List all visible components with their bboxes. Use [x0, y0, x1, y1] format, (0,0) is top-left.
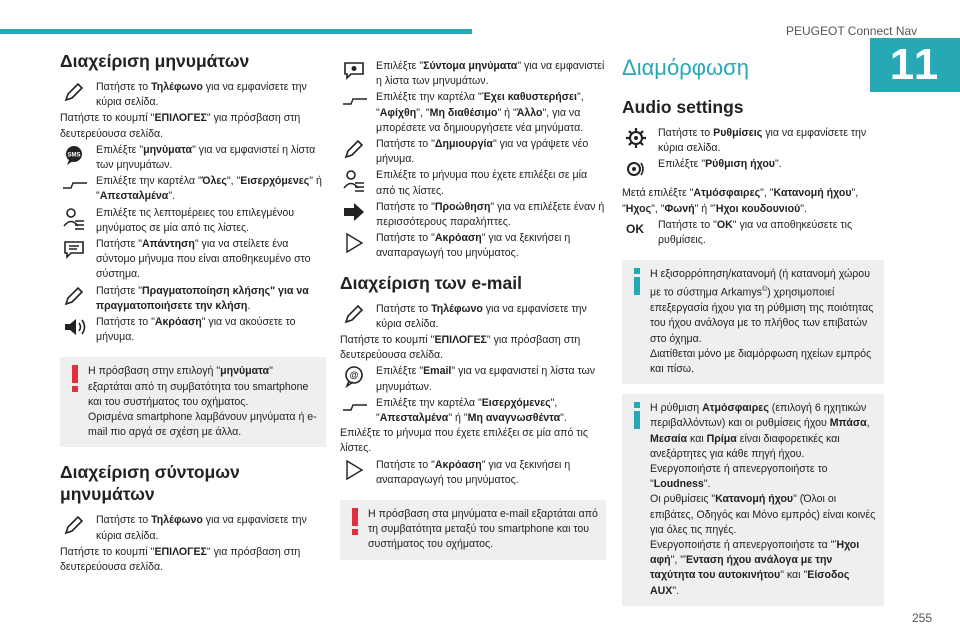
text-bold: ΕΠΙΛΟΓΕΣ	[154, 545, 207, 558]
text-bold: Ήχοι αφή	[650, 539, 860, 567]
text: " ή "	[694, 202, 714, 215]
warning-note	[60, 357, 326, 447]
text: Επιλέξτε "	[658, 158, 706, 171]
text: ©	[761, 286, 768, 294]
text: Επιλέξτε "	[376, 365, 424, 378]
text: και	[687, 432, 707, 445]
section-title-email: Διαχείριση των e-mail	[340, 272, 522, 293]
text: Πατήστε το "	[376, 232, 435, 245]
text: " και "	[780, 569, 808, 582]
text: Πατήστε το "	[96, 316, 155, 329]
text: " ή "	[96, 175, 322, 203]
settings-gear-icon	[622, 126, 652, 152]
text: ", για να μπορέσετε να δημιουργήσετε νέα μηνύματα.	[376, 106, 584, 134]
text: ".	[560, 412, 567, 425]
step	[60, 174, 326, 204]
step	[60, 80, 326, 110]
step	[340, 396, 606, 426]
text: είναι διαφορετικές και ανεξάρτητες για κάθε πηγή ήχου.	[650, 432, 840, 460]
text: " για να στείλετε ένα σύντομο μήνυμα που είναι αποθηκευμένο στο σύστημα.	[96, 238, 311, 281]
pencil-icon	[340, 137, 370, 163]
text-bold: μηνύματα	[220, 365, 270, 378]
text: Πατήστε το	[96, 81, 152, 93]
text: Μετά επιλέξτε "	[622, 187, 694, 200]
short-message-icon	[340, 59, 370, 85]
forward-arrow-icon	[340, 200, 370, 226]
text: Η ρύθμιση	[650, 402, 703, 415]
text: Διατίθεται μόνο με διαμόρφωση ηχείων εμπρός και πίσω.	[650, 347, 872, 375]
column-1	[60, 50, 326, 575]
step	[340, 137, 606, 167]
text: " εξαρτάται από τη συμβατότητα του smartphone και του συστήματος του οχήματος.	[88, 365, 309, 408]
text-bold: Εισερχόμενες	[481, 396, 551, 409]
tab-icon	[60, 174, 90, 200]
sms-icon	[60, 143, 90, 169]
tab-icon	[340, 396, 370, 422]
text: Ενεργοποιήστε ή απενεργοποιήστε τα "	[650, 539, 835, 551]
header-accent-bar	[0, 29, 472, 34]
paragraph: Επιλέξτε το μήνυμα που έχετε επιλέξει σε μία από τις λίστες.	[340, 427, 588, 455]
pencil-icon	[60, 284, 90, 310]
step	[60, 143, 326, 173]
text: Πατήστε το κουμπί "	[340, 334, 435, 347]
pencil-icon	[60, 80, 90, 106]
text: Πατήστε το "	[376, 138, 435, 151]
step	[340, 200, 606, 230]
text-bold: Κατανομή ήχου	[715, 493, 794, 506]
text-bold: Απεσταλμένα	[99, 190, 169, 203]
text-bold: Τηλέφωνο	[151, 514, 203, 527]
text: " (Όλοι οι επιβάτες, Οδηγός και Μόνο εμπρός) είναι κοινές για όλες τις πηγές.	[650, 493, 876, 536]
text: ".	[774, 158, 782, 171]
text: " για να ξεκινήσει η αναπαραγωγή του μηνύματος.	[376, 232, 571, 260]
text: ) χρησιμοποιεί επεξεργασία ήχου για τη ρύθμιση της ποιότητας του ήχου ανάλογα με το πλήθος των επιβατών στο όχημα.	[650, 286, 874, 345]
step	[60, 284, 326, 314]
text: " για να επιλέξετε έναν ή περισσότερους παραλήπτες.	[376, 200, 605, 229]
warning-note	[340, 500, 606, 560]
text: " για πρόσβαση στη δευτερεύουσα σελίδα.	[60, 545, 301, 574]
info-note	[622, 394, 884, 606]
text-bold: Ρύθμιση ήχου	[705, 158, 775, 171]
text-bold: Όλες	[201, 175, 227, 188]
text: " για να αποθηκεύσετε τις ρυθμίσεις.	[658, 218, 853, 247]
text: Επιλέξτε "	[96, 143, 144, 156]
play-icon	[340, 458, 370, 484]
step	[622, 126, 884, 156]
text: Επιλέξτε την καρτέλα "	[376, 396, 482, 409]
header-title: PEUGEOT Connect Nav	[786, 24, 918, 38]
section-title-audio: Audio settings	[622, 97, 744, 117]
text: ", "	[226, 175, 241, 188]
step	[60, 315, 326, 345]
text-bold: Εισερχόμενες	[240, 175, 310, 188]
text: Πατήστε το	[376, 302, 432, 315]
warning-icon	[349, 508, 361, 536]
text-bold: Ηχος	[625, 202, 652, 215]
warning-icon	[69, 365, 81, 393]
text: για να εμφανίσετε την κύρια σελίδα.	[96, 514, 307, 542]
text-bold: Κατανομή ήχου	[773, 187, 852, 200]
text-bold: μηνύματα	[143, 143, 193, 156]
text: Πατήστε το	[658, 127, 714, 139]
contact-details-icon	[60, 206, 90, 232]
text: Οι ρυθμίσεις "	[650, 493, 716, 506]
text-bold: Ένταση ήχου ανάλογα με την ταχύτητα του αυτοκινήτου	[650, 554, 833, 582]
text: ", "	[416, 106, 430, 119]
text: για να εμφανίσετε την κύρια σελίδα.	[658, 127, 867, 155]
text: " για να εμφανιστεί η λίστα των μηνυμάτων.	[376, 60, 605, 88]
text: " για πρόσβαση στη δευτερεύουσα σελίδα.	[340, 334, 581, 362]
page-number: 255	[912, 611, 933, 625]
email-icon	[340, 364, 370, 390]
info-note	[622, 260, 884, 384]
text: Πατήστε το "	[376, 458, 435, 471]
text-bold: Απεσταλμένα	[379, 412, 449, 425]
text: Η πρόσβαση στα μηνύματα e-mail εξαρτάται από τη συμβατότητα μεταξύ του smartphone και του συστήματος του οχήματος.	[368, 508, 598, 551]
step	[340, 364, 606, 394]
pencil-icon	[60, 513, 90, 539]
text: Επιλέξτε τις λεπτομέρειες του επιλεγμένου μηνύματος σε μία από τις λίστες.	[96, 206, 295, 234]
text-bold: Μπάσα	[829, 417, 867, 430]
text-bold: Αφίχθη	[379, 106, 417, 119]
step	[340, 231, 606, 261]
step	[340, 59, 606, 89]
text: Επιλέξτε το μήνυμα που έχετε επιλέξει σε μία από τις λίστες.	[376, 169, 588, 197]
text-bold: Πρίμα	[706, 432, 737, 445]
text-bold: Σύντομα μηνύματα	[423, 60, 518, 72]
paragraph	[622, 186, 884, 216]
text: " για να εμφανιστεί η λίστα των μηνυμάτων.	[376, 365, 596, 393]
text-bold: Έχει καθυστερήσει	[481, 91, 577, 104]
text: ,	[866, 417, 870, 430]
text: Πατήστε το "	[658, 218, 717, 231]
chapter-title: Διαμόρφωση	[622, 55, 749, 80]
chapter-number: 11	[870, 38, 960, 92]
tab-icon	[340, 90, 370, 116]
contact-details-icon	[340, 168, 370, 194]
svg-text:SMS: SMS	[67, 152, 81, 159]
reply-message-icon	[60, 237, 90, 263]
text-bold: Ατμόσφαιρες	[702, 402, 769, 415]
section-title-messages: Διαχείριση μηνυμάτων	[60, 51, 250, 71]
text: ", "	[376, 396, 558, 425]
step	[340, 168, 606, 198]
step	[340, 302, 606, 332]
paragraph	[60, 111, 326, 141]
step	[622, 218, 884, 248]
text-bold: Ακρόαση	[434, 458, 482, 471]
text-bold: Τηλέφωνο	[431, 302, 483, 315]
text: Πατήστε "	[96, 238, 143, 251]
text: Ορισμένα smartphone λαμβάνουν μηνύματα ή e-mail πιο αργά σε σχέση με άλλα.	[88, 411, 317, 439]
text: ".	[672, 584, 680, 597]
text: .	[247, 299, 251, 312]
text: " ή "	[448, 412, 468, 425]
text-bold: Ρυθμίσεις	[713, 127, 763, 139]
pencil-icon	[340, 302, 370, 328]
text-bold: Μη διαθέσιμο	[429, 106, 498, 119]
text: ", "	[670, 554, 684, 567]
paragraph	[60, 545, 326, 575]
text-bold: ΕΠΙΛΟΓΕΣ	[154, 112, 207, 125]
text-bold: Ακρόαση	[154, 316, 202, 329]
text-bold: Μεσαία	[650, 432, 688, 445]
text-bold: Είσοδος AUX	[650, 569, 850, 597]
step	[60, 513, 326, 543]
text: Πατήστε το κουμπί "	[60, 112, 155, 125]
text: Η εξισορρόπηση/κατανομή (ή κατανομή χώρου με το σύστημα Arkamys	[650, 268, 870, 299]
text-bold: Loudness	[653, 478, 704, 491]
text: ", "	[651, 202, 665, 215]
text-bold: Πραγματοποίηση κλήσης" για να πραγματοποιήσετε την κλήση	[96, 284, 309, 312]
text-bold: Μη αναγνωσθέντα	[467, 412, 561, 425]
text-bold: Απάντηση	[142, 238, 195, 251]
text: για να εμφανίσετε την κύρια σελίδα.	[96, 81, 307, 109]
paragraph	[340, 333, 606, 363]
step	[622, 157, 884, 183]
text: " ή "	[497, 106, 517, 119]
section-title-short-messages: Διαχείριση σύντομων μηνυμάτων	[60, 462, 240, 505]
step	[60, 206, 326, 236]
text: " για πρόσβαση στη δευτερεύουσα σελίδα.	[60, 112, 301, 140]
text: ".	[800, 202, 807, 215]
text-bold: Άλλο	[516, 106, 543, 119]
text-bold: ΕΠΙΛΟΓΕΣ	[434, 334, 487, 347]
text: Η πρόσβαση στην επιλογή "	[88, 365, 221, 378]
text: " για να γράψετε νέο μήνυμα.	[376, 138, 589, 166]
text: " για να ακούσετε το μήνυμα.	[96, 316, 296, 344]
text: ".	[168, 190, 176, 203]
text-bold: OK	[716, 218, 733, 231]
column-2	[340, 58, 606, 570]
text-bold: Ατμόσφαιρες	[693, 187, 761, 200]
text-bold: Τηλέφωνο	[151, 81, 203, 93]
text: Επιλέξτε την καρτέλα "	[96, 175, 202, 188]
text: " για να ξεκινήσει η αναπαραγωγή του μηνύματος.	[376, 458, 571, 486]
text-bold: Ήχοι κουδουνιού	[713, 202, 801, 215]
text: (επιλογή 6 ηχητικών περιβαλλόντων) και οι ρυθμίσεις ήχου	[650, 402, 867, 430]
info-icon	[631, 402, 643, 430]
ok-icon	[622, 218, 652, 244]
play-icon	[340, 231, 370, 257]
step	[340, 458, 606, 488]
text: Ενεργοποιήστε ή απενεργοποιήστε το "	[650, 462, 828, 491]
text: Επιλέξτε "	[376, 60, 424, 72]
text: Επιλέξτε την καρτέλα "	[376, 91, 482, 104]
svg-text:@: @	[349, 370, 359, 381]
ok-icon-label: OK	[626, 221, 644, 236]
text: " για να εμφανιστεί η λίστα των μηνυμάτων.	[96, 143, 316, 172]
text-bold: Ακρόαση	[434, 232, 482, 245]
text: Πατήστε το	[96, 514, 152, 527]
text-bold: Φωνή	[664, 202, 695, 215]
text: ".	[703, 478, 711, 491]
text-bold: Προώθηση	[434, 200, 491, 213]
audio-settings-icon	[622, 157, 652, 183]
text-bold: Δημιουργία	[434, 138, 493, 151]
text: ", "	[760, 187, 774, 200]
text: Πατήστε "	[96, 284, 143, 297]
info-icon	[631, 268, 643, 296]
text: Πατήστε το κουμπί "	[60, 545, 155, 558]
speaker-icon	[60, 315, 90, 341]
text: ", "	[376, 91, 584, 119]
column-3	[622, 50, 884, 616]
step	[60, 237, 326, 283]
text: ", "	[622, 187, 859, 215]
text: για να εμφανίσετε την κύρια σελίδα.	[376, 302, 587, 330]
text-bold: Email	[423, 365, 452, 378]
text: Πατήστε το "	[376, 200, 435, 213]
step	[340, 90, 606, 136]
